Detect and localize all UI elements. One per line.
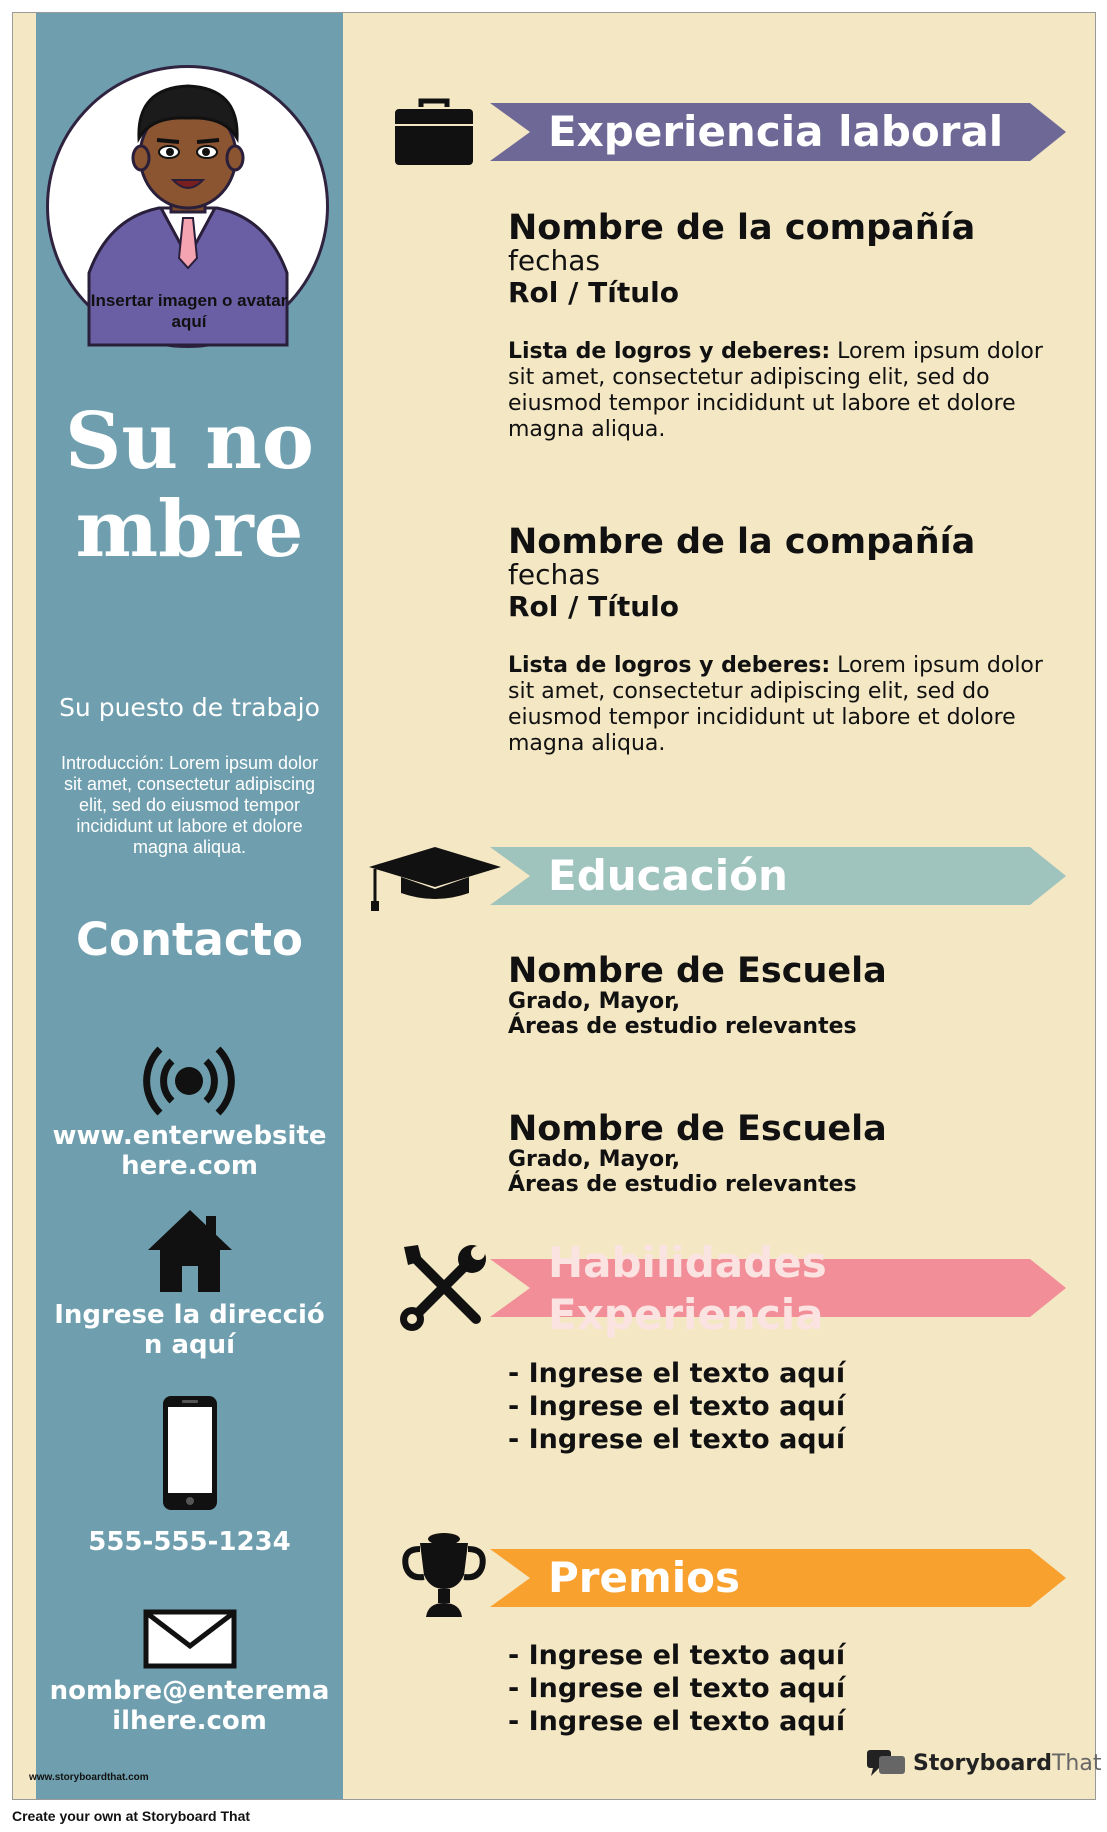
avatar[interactable] (46, 65, 329, 348)
awards-banner (490, 1549, 1066, 1607)
skills-banner (490, 1238, 1066, 1339)
list-item: - Ingrese el texto aquí (508, 1706, 846, 1737)
job-dates: fechas (508, 244, 600, 277)
job-description (508, 653, 1048, 757)
awards-title: Premios (548, 1553, 740, 1602)
footer-url[interactable]: www.storyboardthat.com (29, 1772, 149, 1783)
trophy-icon (398, 1531, 490, 1623)
job-dates: fechas (508, 558, 600, 591)
education-banner (490, 847, 1066, 905)
graduation-cap-icon (365, 843, 505, 913)
storyboardthat-logo[interactable] (865, 1748, 1101, 1778)
job-role: Rol / Título (508, 276, 679, 309)
address-text: Ingrese la dirección aquí (54, 1300, 325, 1360)
list-item: - Ingrese el texto aquí (508, 1640, 846, 1671)
job-role: Rol / Título (508, 590, 679, 623)
list-item: - Ingrese el texto aquí (508, 1424, 846, 1455)
degree-line: Grado, Mayor, (508, 1147, 681, 1172)
skills-title-line2: Experiencia (548, 1290, 824, 1339)
email-text[interactable]: nombre@enteremailhere.com (49, 1676, 330, 1736)
degree-line: Grado, Mayor, (508, 989, 681, 1014)
experience-banner (490, 103, 1066, 161)
intro-text: Introducción: Lorem ipsum dolor sit amet, consectetur adipiscing elit, sed do eiusmod tempor incididunt ut labore et dolore magna aliqua. (60, 753, 319, 857)
broadcast-icon (144, 1041, 234, 1121)
desc-label: Lista de logros y deberes: (508, 339, 831, 364)
desc-text: Lorem ipsum dolor sit amet, consectetur adipiscing elit, sed do eiusmod tempor incididunt ut labore et dolore magna aliqua. (508, 653, 1043, 756)
skills-title-line1: Habilidades (548, 1238, 827, 1287)
company-name: Nombre de la compañía (508, 522, 976, 562)
study-areas: Áreas de estudio relevantes (508, 1014, 857, 1039)
list-item: - Ingrese el texto aquí (508, 1673, 846, 1704)
storyboardthat-caption[interactable]: Create your own at Storyboard That (12, 1808, 251, 1824)
list-item: - Ingrese el texto aquí (508, 1358, 846, 1389)
desc-label: Lista de logros y deberes: (508, 653, 831, 678)
avatar-caption: Insertar imagen o avatar aquí (90, 291, 288, 331)
logo-story: Storyboard (913, 1750, 1052, 1776)
phone-icon (160, 1393, 220, 1513)
home-icon (146, 1208, 234, 1294)
list-item: - Ingrese el texto aquí (508, 1391, 846, 1422)
website-text[interactable]: www.enterwebsitehere.com (52, 1121, 327, 1181)
experience-entry (508, 522, 1068, 757)
education-entry (508, 953, 1068, 1039)
your-name: Su nombre (65, 396, 314, 575)
company-name: Nombre de la compañía (508, 208, 976, 248)
tools-icon (398, 1241, 490, 1333)
education-title: Educación (548, 851, 788, 900)
phone-text: 555-555-1234 (88, 1527, 291, 1557)
job-description (508, 339, 1048, 443)
school-name: Nombre de Escuela (508, 1109, 887, 1149)
study-areas: Áreas de estudio relevantes (508, 1172, 857, 1197)
awards-list (508, 1639, 1008, 1738)
skills-list (508, 1357, 1008, 1456)
experience-title: Experiencia laboral (548, 107, 1004, 156)
desc-text: Lorem ipsum dolor sit amet, consectetur adipiscing elit, sed do eiusmod tempor incididunt ut labore et dolore magna aliqua. (508, 339, 1043, 442)
email-icon (142, 1608, 238, 1670)
sidebar (36, 13, 343, 1799)
school-name: Nombre de Escuela (508, 951, 887, 991)
job-title: Su puesto de trabajo (59, 693, 320, 722)
education-entry (508, 1111, 1068, 1197)
speech-bubbles-icon (865, 1748, 907, 1778)
experience-entry (508, 208, 1068, 443)
skills-title (548, 1237, 827, 1341)
logo-that: That (1051, 1750, 1102, 1776)
briefcase-icon (393, 97, 475, 167)
resume-page (12, 12, 1102, 1800)
contact-heading: Contacto (76, 913, 303, 966)
